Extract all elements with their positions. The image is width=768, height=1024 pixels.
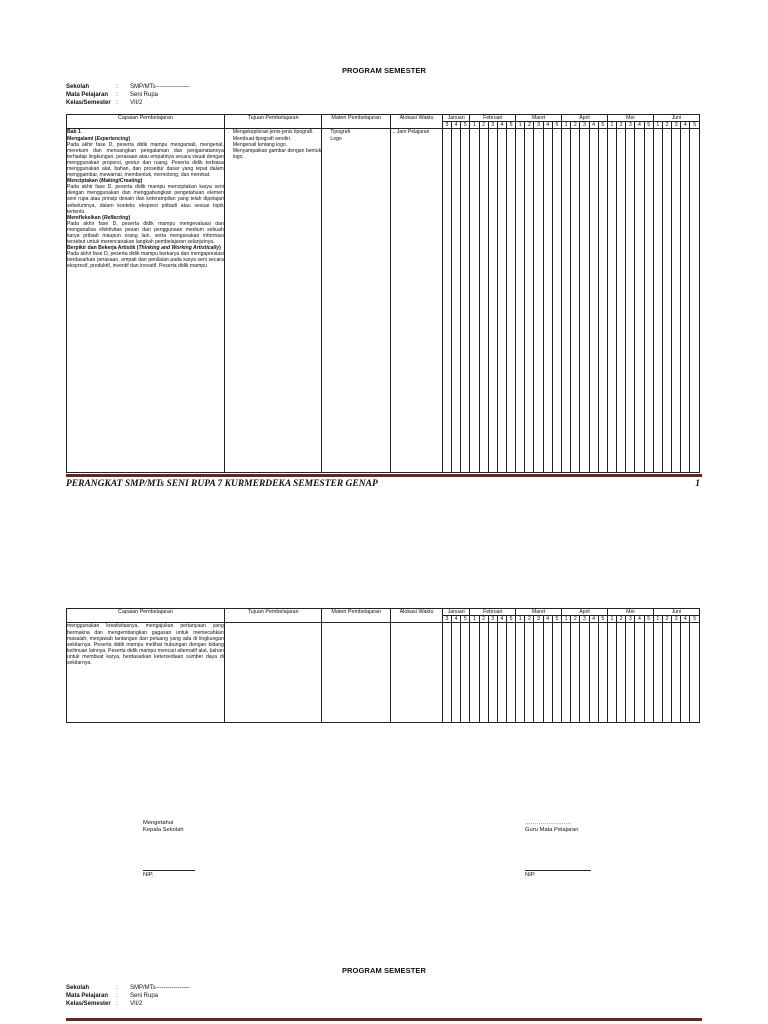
- week-number: 2: [617, 616, 626, 623]
- week-cell: [452, 129, 461, 473]
- week-number: 2: [571, 122, 580, 129]
- month-header: Juni: [653, 115, 699, 122]
- week-number: 2: [662, 122, 671, 129]
- alokasi-cell: ... Jam Pelajaran: [391, 129, 443, 473]
- document-meta: [66, 83, 190, 107]
- week-cell: [571, 623, 580, 723]
- week-cell: [534, 129, 543, 473]
- week-number: 5: [552, 616, 561, 623]
- week-cell: [562, 623, 571, 723]
- week-cell: [479, 129, 488, 473]
- cp-section-title: Berpikir dan Bekerja Artistik (Thinking and Working Artistically): [67, 245, 221, 252]
- week-cell: [690, 623, 700, 723]
- teacher-nip: NIP.: [525, 872, 536, 878]
- week-cell: [479, 623, 488, 723]
- header-materi: Materi Pembelajaran: [322, 115, 391, 129]
- week-number: 3: [534, 122, 543, 129]
- month-header: Juni: [653, 609, 699, 616]
- tujuan-item: Membuat tipografi sendiri.: [232, 135, 292, 142]
- week-cell: [662, 623, 671, 723]
- week-number: 3: [626, 616, 635, 623]
- week-cell: [644, 129, 653, 473]
- week-number: 3: [626, 122, 635, 129]
- cp-section-text: Pada akhir fase D, peserta didik mampu menciptakan karya seni dengan menggunakan dan menggabungkan pengetahuan elemen seni rupa atau prinsip desain dan keterampilan yang telah dipelajari sebelumnya, dalam konteks ekspresi pribadi atau sesuai topik tertentu.: [67, 184, 224, 215]
- signature-line: [525, 870, 591, 871]
- week-number: 5: [506, 616, 515, 623]
- month-header: Januari: [442, 115, 470, 122]
- page-title: PROGRAM SEMESTER: [341, 66, 427, 75]
- materi-cell: [322, 129, 391, 473]
- week-number: 1: [562, 616, 571, 623]
- week-number: 1: [516, 122, 525, 129]
- month-header: Mei: [607, 115, 653, 122]
- week-cell: [681, 129, 690, 473]
- semester-program-table-continued: [66, 608, 700, 723]
- week-number: 1: [607, 122, 616, 129]
- week-cell: [452, 623, 461, 723]
- footer-text: PERANGKAT SMP/MTs SENI RUPA 7 KURMERDEKA SEMESTER GENAP: [66, 479, 378, 489]
- week-cell: [598, 623, 607, 723]
- week-number: 3: [488, 616, 497, 623]
- week-cell: [461, 129, 470, 473]
- cp-section-title: Mengalami (Experiencing): [67, 135, 131, 142]
- week-number: 2: [617, 122, 626, 129]
- week-cell: [626, 623, 635, 723]
- month-header: Maret: [516, 115, 562, 122]
- week-number: 5: [598, 616, 607, 623]
- signature-line: [143, 870, 195, 871]
- week-cell: [525, 623, 534, 723]
- week-cell: [571, 129, 580, 473]
- week-number: 4: [543, 122, 552, 129]
- tujuan-item: Mengenali tentang logo.: [232, 141, 288, 148]
- week-number: 5: [461, 122, 470, 129]
- week-number: 3: [672, 122, 681, 129]
- week-cell: [598, 129, 607, 473]
- week-number: 2: [662, 616, 671, 623]
- week-cell: [470, 129, 479, 473]
- meta-school: Sekolah : SMP/MTs-----------------: [66, 84, 190, 90]
- week-number: 1: [653, 616, 662, 623]
- materi-item: Tipografi: [330, 129, 350, 136]
- principal-signature-block: Mengetahui Kepala Sekolah: [143, 820, 184, 833]
- week-cell: [672, 623, 681, 723]
- tujuan-cell: [224, 129, 322, 473]
- alokasi-cell: [391, 623, 443, 723]
- week-cell: [580, 129, 589, 473]
- month-header: Februari: [470, 609, 516, 616]
- cp-section-text: Pada akhir fase D, peserta didik mampu berkarya dan mengapresiasi berdasarkan perasaan, empati dan penilaian pada karya seni secara ekspresif, produktif, inventif dan inovatif. Peserta didik mampu: [67, 251, 224, 270]
- week-cell: [534, 623, 543, 723]
- header-capaian: Capaian Pembelajaran: [67, 609, 225, 623]
- header-alokasi: Alokasi Waktu: [391, 115, 443, 129]
- week-cell: [635, 129, 644, 473]
- week-number: 4: [543, 616, 552, 623]
- week-number: 4: [681, 616, 690, 623]
- week-cell: [690, 129, 700, 473]
- week-number: 1: [607, 616, 616, 623]
- week-cell: [589, 623, 598, 723]
- cp-section-text: Pada akhir fase D, peserta didik mampu mengevaluasi dan menganalisa efektivitas pesan dan penggunaan medium sebuah karya pribadi maupun orang lain, serta mengunakan informasi tersebut untuk merencanakan langkah pembelajaran selanjutnya.: [67, 220, 224, 246]
- meta-subject: Mata Pelajaran : Seni Rupa: [66, 993, 159, 999]
- week-cell: [617, 623, 626, 723]
- week-number: 3: [534, 616, 543, 623]
- week-number: 5: [598, 122, 607, 129]
- page-title: PROGRAM SEMESTER: [341, 966, 427, 975]
- week-cell: [442, 623, 451, 723]
- week-number: 1: [653, 122, 662, 129]
- week-number: 3: [488, 122, 497, 129]
- week-number: 1: [562, 122, 571, 129]
- week-cell: [589, 129, 598, 473]
- week-number: 3: [442, 122, 451, 129]
- tujuan-item: Mengeksplorasi jenis-jenis tipografi.: [232, 129, 314, 136]
- footer-rule: [66, 474, 702, 477]
- week-cell: [672, 129, 681, 473]
- cp-section-title: Merefleksikan (Reflecting): [67, 214, 131, 221]
- week-number: 2: [479, 616, 488, 623]
- cp-section-text: Pada akhir fase D, peserta didik mampu mengamati, mengenal, merekam dan menuangkan pengalaman dan pengamatannya terhadap lingkungan, perasaan atau empatinya secara visual dengan menggunakan proporsi, gestur dan ruang. Peserta didik terbiasa menggunakan alat, bahan, dan prosedur dasar yang tepat dalam menggambar, mewarnai, membentuk, memotong, dan merekat.: [67, 141, 224, 179]
- week-cell: [516, 623, 525, 723]
- week-cell: [644, 623, 653, 723]
- week-number: 2: [571, 616, 580, 623]
- week-number: 3: [442, 616, 451, 623]
- cp-section-title: Menciptakan (Making/Creating): [67, 178, 143, 185]
- week-number: 5: [690, 122, 700, 129]
- week-cell: [488, 129, 497, 473]
- meta-subject: Mata Pelajaran : Seni Rupa: [66, 92, 159, 98]
- week-cell: [506, 623, 515, 723]
- week-cell: [552, 623, 561, 723]
- footer-rule: [66, 1018, 702, 1021]
- principal-nip: NIP.: [143, 872, 154, 878]
- week-number: 1: [516, 616, 525, 623]
- week-number: 5: [644, 122, 653, 129]
- month-header: Maret: [516, 609, 562, 616]
- meta-class: Kelas/Semester : VII/2: [66, 1001, 143, 1007]
- page-number: 1: [695, 479, 700, 489]
- meta-school: Sekolah : SMP/MTs-----------------: [66, 985, 190, 991]
- week-number: 4: [635, 616, 644, 623]
- week-number: 4: [589, 616, 598, 623]
- week-cell: [607, 623, 616, 723]
- header-capaian: Capaian Pembelajaran: [67, 115, 225, 129]
- week-cell: [626, 129, 635, 473]
- week-cell: [662, 129, 671, 473]
- week-number: 1: [470, 122, 479, 129]
- week-number: 2: [525, 122, 534, 129]
- week-number: 4: [452, 616, 461, 623]
- week-number: 4: [589, 122, 598, 129]
- week-cell: [653, 623, 662, 723]
- week-number: 3: [672, 616, 681, 623]
- week-cell: [506, 129, 515, 473]
- materi-item: Logo: [330, 135, 342, 142]
- month-header: Januari: [442, 609, 470, 616]
- week-number: 4: [452, 122, 461, 129]
- meta-class: Kelas/Semester : VII/2: [66, 100, 143, 106]
- week-cell: [617, 129, 626, 473]
- capaian-cell: [67, 129, 225, 473]
- week-number: 4: [497, 616, 506, 623]
- week-number: 5: [552, 122, 561, 129]
- tujuan-item: Menyampaikan gambar dengan bentuk logo.: [232, 147, 322, 160]
- tujuan-cell: [224, 623, 322, 723]
- week-cell: [543, 623, 552, 723]
- semester-program-table: [66, 114, 700, 473]
- week-cell: [653, 129, 662, 473]
- header-tujuan: Tujuan Pembelajaran: [224, 115, 322, 129]
- week-number: 3: [580, 616, 589, 623]
- header-materi: Materi Pembelajaran: [322, 609, 391, 623]
- week-number: 4: [497, 122, 506, 129]
- week-cell: [607, 129, 616, 473]
- week-cell: [681, 623, 690, 723]
- page-footer: [66, 479, 702, 489]
- document-meta: [66, 984, 190, 1008]
- materi-cell: [322, 623, 391, 723]
- week-number: 5: [461, 616, 470, 623]
- week-number: 2: [525, 616, 534, 623]
- week-cell: [442, 129, 451, 473]
- week-cell: [580, 623, 589, 723]
- week-cell: [635, 623, 644, 723]
- week-cell: [470, 623, 479, 723]
- month-header: April: [562, 609, 608, 616]
- week-cell: [562, 129, 571, 473]
- week-cell: [497, 129, 506, 473]
- week-cell: [516, 129, 525, 473]
- week-cell: [543, 129, 552, 473]
- week-number: 2: [479, 122, 488, 129]
- week-number: 5: [690, 616, 700, 623]
- teacher-signature-block: …………………… Guru Mata Pelajaran: [525, 820, 579, 833]
- week-number: 3: [580, 122, 589, 129]
- week-cell: [552, 129, 561, 473]
- month-header: April: [562, 115, 608, 122]
- week-number: 5: [506, 122, 515, 129]
- week-cell: [461, 623, 470, 723]
- month-header: Mei: [607, 609, 653, 616]
- header-alokasi: Alokasi Waktu: [391, 609, 443, 623]
- week-number: 5: [644, 616, 653, 623]
- header-tujuan: Tujuan Pembelajaran: [224, 609, 322, 623]
- week-number: 1: [470, 616, 479, 623]
- week-cell: [488, 623, 497, 723]
- week-cell: [525, 129, 534, 473]
- month-header: Februari: [470, 115, 516, 122]
- capaian-cell: menggunakan kreativitasnya, mengajukan pertanyaan yang bermakna dan mengembangkan gagasan untuk memecahkan masalah, menjawab tantangan dan peluang yang ada di lingkungan sekitarnya. Peserta didik mampu melihat hubungan dengan bidang keilmuan lainnya. Peserta didik mampu mencari alternatif alat, bahan untuk membuat karya, berdasarkan ketersediaan sumber daya di sekitarnya.: [67, 623, 225, 723]
- chapter-label: Bab 1: [67, 129, 81, 136]
- week-cell: [497, 623, 506, 723]
- week-number: 4: [681, 122, 690, 129]
- week-number: 4: [635, 122, 644, 129]
